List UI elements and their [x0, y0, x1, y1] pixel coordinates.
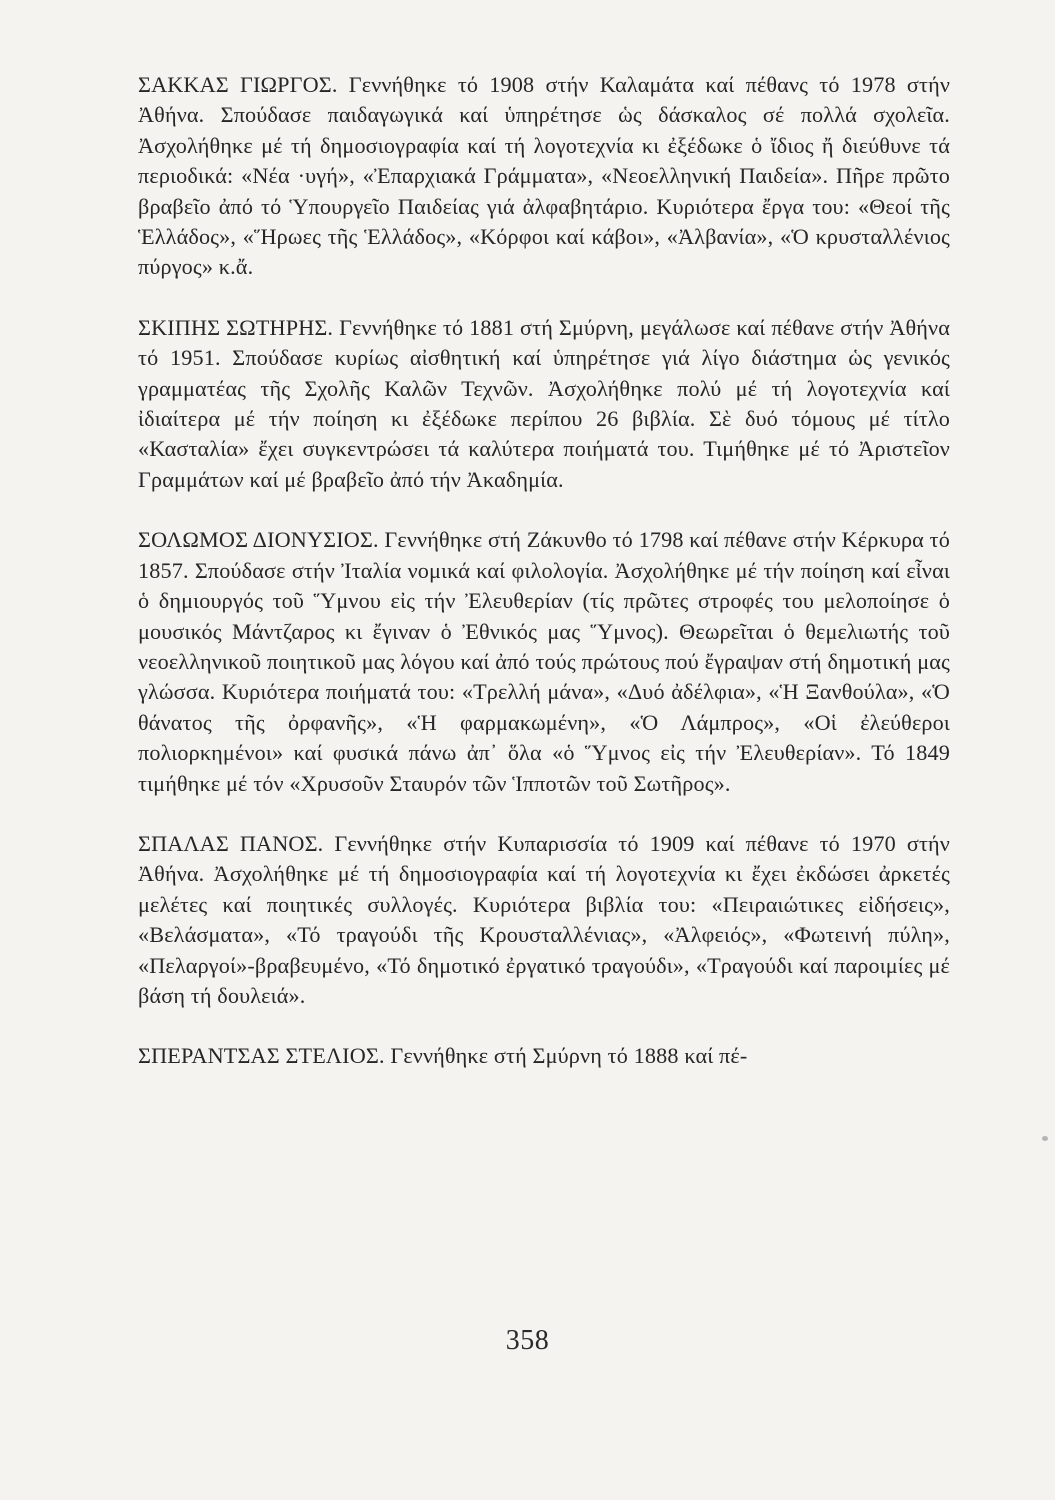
entry-text: Γεννήθηκε τό 1881 στή Σμύρνη, μεγάλωσε καί πέθανε στήν Ἀθήνα τό 1951. Σπούδασε κυρίως αἰσθητική καί ὑπηρέτησε γιά λίγο διάστημα ὡς γενικός γραμματέας τῆς Σχολῆς Καλῶν Τεχνῶν. Ἀσχολήθηκε πολύ μέ τή λογοτεχνία καί ἰδιαίτερα μέ τήν ποίηση κι ἐξέδωκε περίπου 26 βιβλία. Σὲ δυό τόμους μέ τίτλο «Κασταλία» ἔχει συγκεντρώσει τά καλύτερα ποιήματά του. Τιμήθηκε μέ τό Ἀριστεῖον Γραμμάτων καί μέ βραβεῖο ἀπό τήν Ἀκαδημία.	[138, 314, 950, 492]
entry-solomos	[138, 525, 950, 799]
entry-heading: ΣΟΛΩΜΟΣ ΔΙΟΝΥΣΙΟΣ.	[138, 527, 379, 553]
page-number: 358	[505, 1325, 550, 1356]
paper-speck	[1042, 1136, 1048, 1141]
entry-sperantsas	[138, 1041, 950, 1071]
entry-heading: ΣΠΑΛΑΣ ΠΑΝΟΣ.	[138, 830, 324, 856]
entry-spalas	[138, 829, 950, 1011]
text-column	[138, 70, 950, 1072]
entry-skipis	[138, 313, 950, 495]
entry-text: Γεννήθηκε στή Σμύρνη τό 1888 καί πέ-	[390, 1043, 748, 1069]
entry-heading: ΣΑΚΚΑΣ ΓΙΩΡΓΟΣ.	[138, 72, 338, 97]
entry-text: Γεννήθηκε τό 1908 στήν Καλαμάτα καί πέθανς τό 1978 στήν Ἀθήνα. Σπούδασε παιδαγωγικά καί ὑπηρέτησε ὡς δάσκαλος σέ πολλά σχολεῖα. Ἀσχολήθηκε μέ τή δημοσιογραφία καί τή λογοτεχνία κι ἐξέδωκε ὁ ἴδιος ἤ διεύθυνε τά περιοδικά: «Νέα ·υγή», «Ἐπαρχιακά Γράμματα», «Νεοελληνική Παιδεία». Πῆρε πρῶτο βραβεῖο ἀπό τό Ὑπουργεῖο Παιδείας γιά ἀλφαβητάριο. Κυριότερα ἔργα του: «Θεοί τῆς Ἑλλάδος», «Ἥρωες τῆς Ἑλλάδος», «Κόρφοι καί κάβοι», «Ἀλβανία», «Ὁ κρυσταλλένιος πύργος» κ.ἄ.	[138, 72, 950, 280]
entry-text: Γεννήθηκε στήν Κυπαρισσία τό 1909 καί πέθανε τό 1970 στήν Ἀθήνα. Ἀσχολήθηκε μέ τή δημοσιογραφία καί τή λογοτεχνία κι ἔχει ἐκδώσει ἀρκετές μελέτες καί ποιητικές συλλογές. Κυριότερα βιβλία του: «Πειραιώτικες εἰδήσεις», «Βελάσματα», «Τό τραγούδι τῆς Κρουσταλλένιας», «Ἀλφειός», «Φωτεινή πύλη», «Πελαργοί»-βραβευμένο, «Τό δημοτικό ἐργατικό τραγούδι», «Τραγούδι καί παροιμίες μέ βάση τή δουλειά».	[138, 830, 950, 1008]
entry-sakkas	[138, 70, 950, 283]
entry-text: Γεννήθηκε στή Ζάκυνθο τό 1798 καί πέθανε στήν Κέρκυρα τό 1857. Σπούδασε στήν Ἰταλία νομικά καί φιλολογία. Ἀσχολήθηκε μέ τήν ποίηση καί εἶναι ὁ δημιουργός τοῦ Ὕμνου εἰς τήν Ἐλευθερίαν (τίς πρῶτες στροφές του μελοποίησε ὁ μουσικός Μάντζαρος κι ἔγιναν ὁ Ἐθνικός μας Ὕμνος). Θεωρεῖται ὁ θεμελιωτής τοῦ νεοελληνικοῦ ποιητικοῦ μας λόγου καί ἀπό τούς πρώτους πού ἔγραψαν στή δημοτική μας γλώσσα. Κυριότερα ποιήματά του: «Τρελλή μάνα», «Δυό ἀδέλφια», «Ἡ Ξανθούλα», «Ὁ θάνατος τῆς ὀρφανῆς», «Ἡ φαρμακωμένη», «Ὁ Λάμπρος», «Οἱ ἐλεύθεροι πολιορκημένοι» καί φυσικά πάνω ἀπ᾿ ὅλα «ὁ Ὕμνος εἰς τήν Ἐλευθερίαν». Τό 1849 τιμήθηκε μέ τόν «Χρυσοῦν Σταυρόν τῶν Ἱπποτῶν τοῦ Σωτῆρος».	[138, 527, 950, 796]
entry-heading: ΣΠΕΡΑΝΤΣΑΣ ΣΤΕΛΙΟΣ.	[138, 1043, 385, 1069]
entry-heading: ΣΚΙΠΗΣ ΣΩΤΗΡΗΣ.	[138, 314, 334, 340]
